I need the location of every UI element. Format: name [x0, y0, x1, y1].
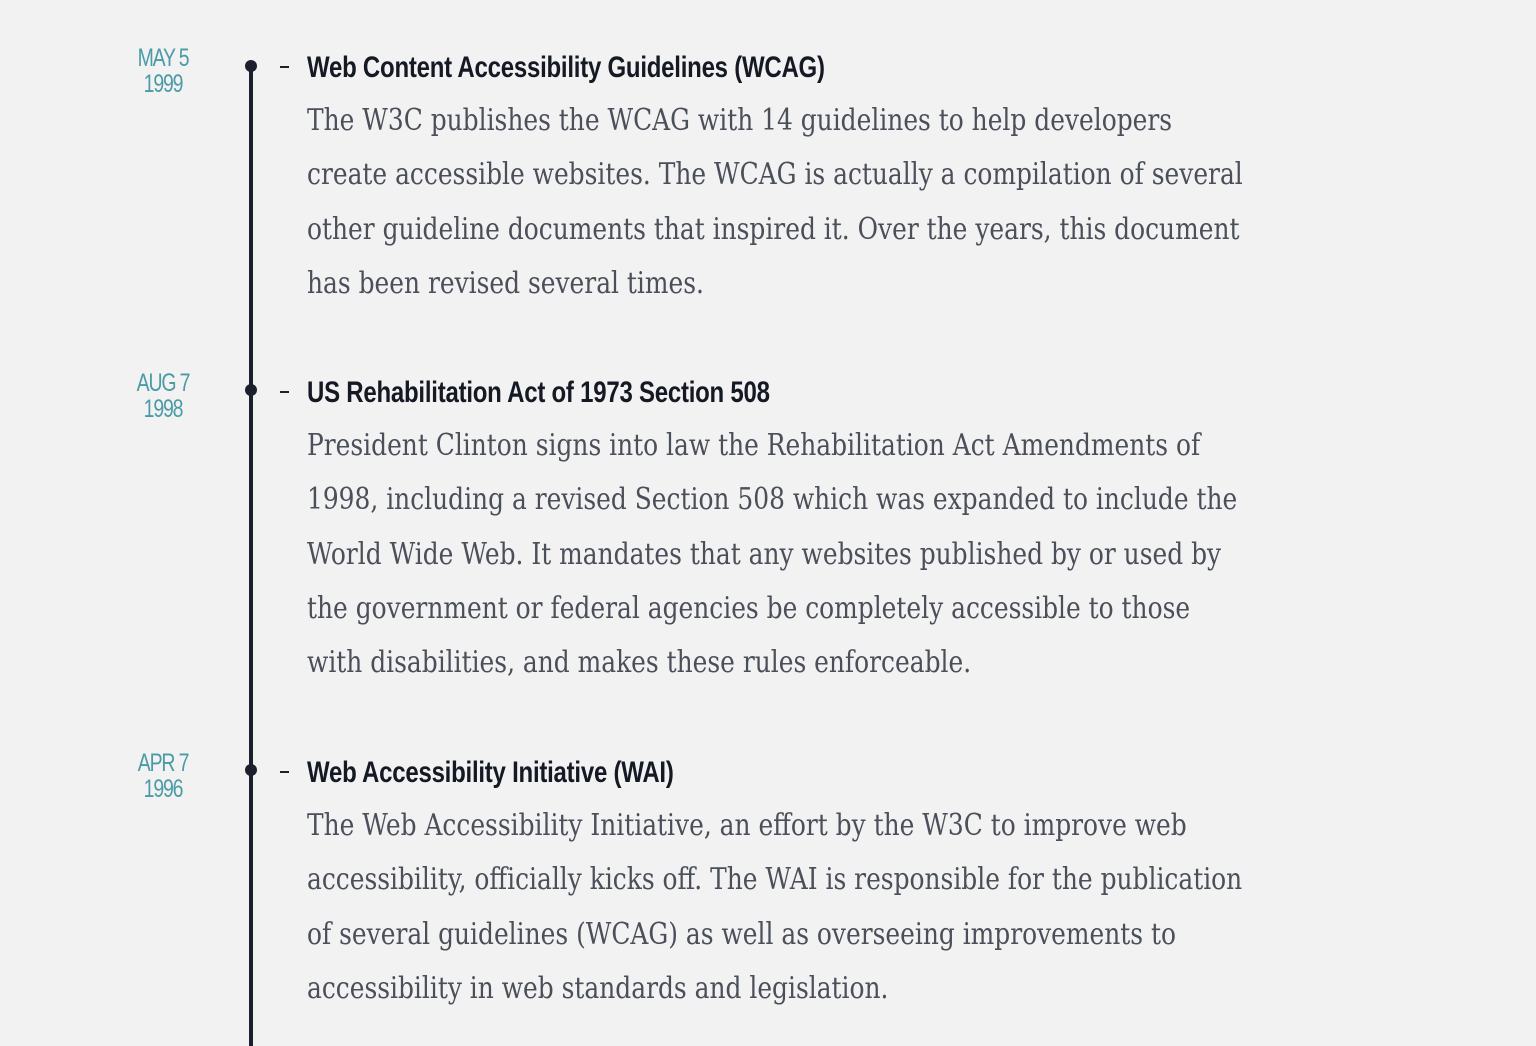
event-title: US Rehabilitation Act of 1973 Section 508	[307, 376, 770, 409]
event-title: Web Accessibility Initiative (WAI)	[307, 756, 674, 789]
event-date-month-day: AUG 7	[136, 369, 190, 397]
event-description-line: other guideline documents that inspired it. Over the years, this document	[307, 211, 1240, 247]
event-description	[307, 94, 1437, 311]
event-date	[128, 45, 198, 97]
dash-icon	[280, 66, 289, 68]
event-description-line: the government or federal agencies be completely accessible to those	[307, 590, 1191, 626]
event-date-year: 1998	[143, 395, 183, 423]
event-date-year: 1996	[143, 775, 183, 803]
event-description-line: with disabilities, and makes these rules enforceable.	[307, 645, 972, 681]
event-date-month-day: APR 7	[137, 749, 189, 777]
event-date-year: 1999	[143, 70, 183, 98]
event-date	[128, 370, 198, 422]
event-description	[307, 419, 1437, 690]
event-date-month-day: MAY 5	[137, 44, 189, 72]
event-date	[128, 750, 198, 802]
event-description-line: World Wide Web. It mandates that any websites published by or used by	[307, 536, 1222, 572]
event-description-line: The W3C publishes the WCAG with 14 guidelines to help developers	[307, 103, 1173, 138]
event-description-line: has been revised several times.	[307, 265, 704, 301]
timeline-dot-icon	[245, 384, 257, 396]
event-description-line: 1998, including a revised Section 508 which was expanded to include the	[307, 482, 1238, 518]
event-description-line: accessibility, officially kicks off. The WAI is responsible for the publication	[307, 862, 1243, 898]
event-description-line: President Clinton signs into law the Rehabilitation Act Amendments of	[307, 428, 1201, 463]
event-description-line: accessibility in web standards and legislation.	[307, 970, 889, 1006]
event-description-line: create accessible websites. The WCAG is actually a compilation of several	[307, 157, 1243, 193]
dash-icon	[280, 391, 289, 393]
timeline-dot-icon	[245, 764, 257, 776]
timeline-line	[249, 66, 253, 1046]
dash-icon	[280, 771, 289, 773]
event-description	[307, 799, 1437, 1016]
timeline-dot-icon	[245, 60, 257, 72]
event-description-line: The Web Accessibility Initiative, an effort by the W3C to improve web	[307, 808, 1187, 843]
event-description-line: of several guidelines (WCAG) as well as overseeing improvements to	[307, 916, 1176, 952]
event-title: Web Content Accessibility Guidelines (WCAG)	[307, 51, 825, 84]
